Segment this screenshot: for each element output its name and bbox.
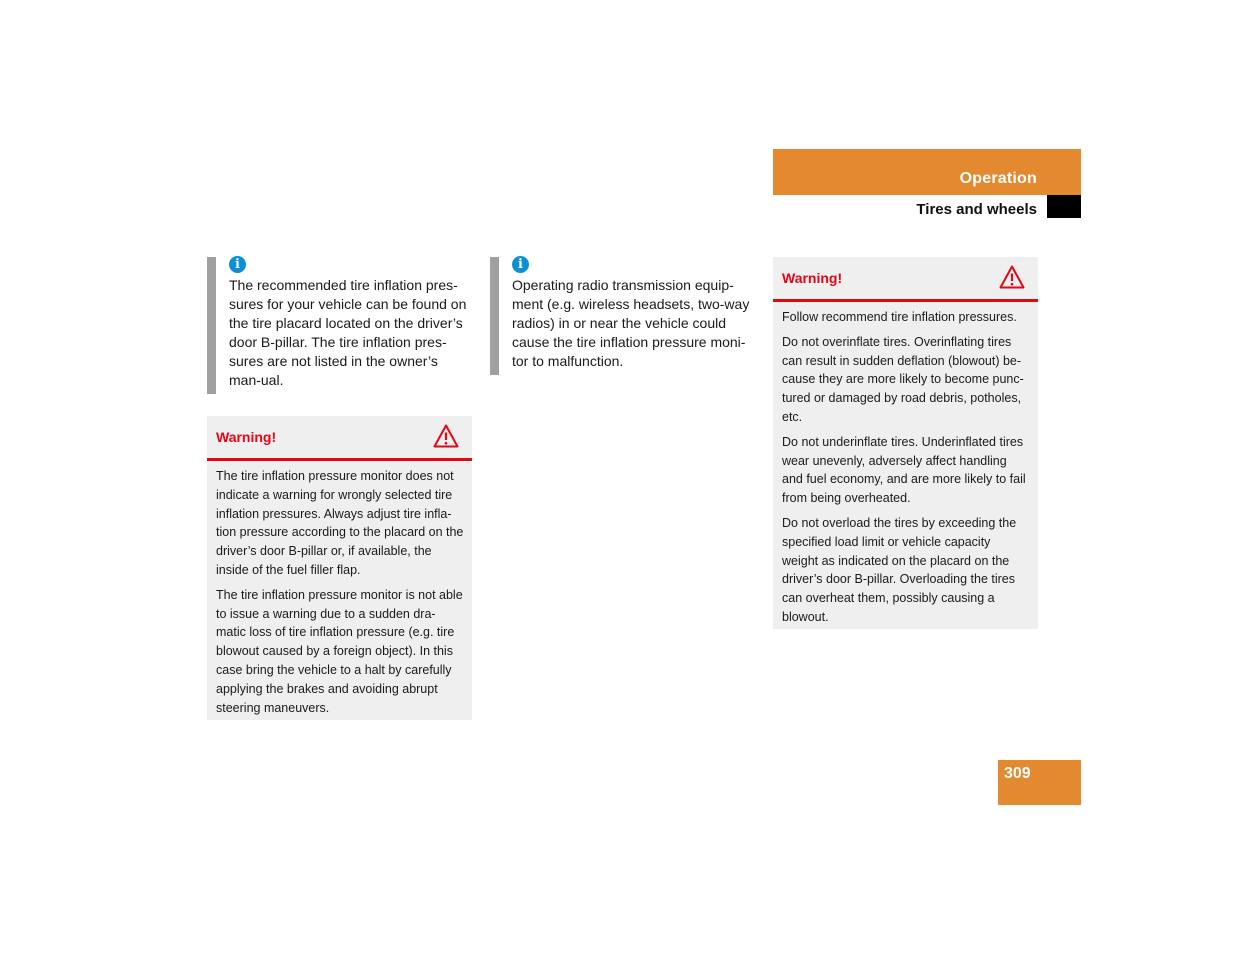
info-note-tire-placard: [207, 257, 472, 394]
warning-box-inflation-load: [773, 257, 1038, 629]
warning-paragraph: The tire inflation pressure monitor does not indicate a warning for wrongly selected tire inflation pressures. Always adjust tire infla-tion pressure according to the placard on the driver’s door B-pillar or, if available, the inside of the fuel filler flap.: [216, 469, 464, 577]
section-title: Operation: [959, 170, 1037, 187]
warning-body: [773, 302, 1038, 639]
warning-paragraph: The tire inflation pressure monitor is not able to issue a warning due to a sudden dra-matic loss of tire inflation pressure (e.g. tire blowout caused by a foreign object). In this case bring the vehicle to a halt by carefully applying the brakes and avoiding abrupt steering maneuvers.: [216, 587, 463, 715]
info-note-radio-interference: [490, 257, 755, 375]
warning-body: [207, 461, 472, 729]
info-icon: i: [229, 256, 246, 273]
warning-paragraph: Do not underinflate tires. Underinflated tires wear unevenly, adversely affect handling and fuel economy, and are more likely to fail from being overheated.: [782, 434, 1026, 506]
info-icon: i: [512, 256, 529, 273]
page-number-box: [998, 760, 1081, 805]
warning-paragraph: Follow recommend tire inflation pressures.: [782, 310, 1017, 324]
warning-header: [773, 257, 1038, 302]
section-tab-marker: [1047, 195, 1081, 218]
warning-triangle-icon: [433, 424, 459, 448]
page-number: 309: [1004, 765, 1031, 782]
warning-label: Warning!: [782, 270, 843, 286]
subsection-title: Tires and wheels: [916, 201, 1037, 218]
warning-paragraph: Do not overinflate tires. Overinflating tires can result in sudden deflation (blowout) be-cause they are more likely to become punc-tured or damaged by road debris, potholes, etc.: [782, 334, 1024, 424]
info-note-text: Operating radio transmission equip-ment (e.g. wireless headsets, two-way radios) in or near the vehicle could cause the tire inflation pressure moni-tor to malfunction.: [512, 277, 750, 369]
warning-label: Warning!: [216, 429, 277, 445]
warning-paragraph: Do not overload the tires by exceeding the specified load limit or vehicle capacity weight as indicated on the placard on the driver’s door B-pillar. Overloading the tires can overheat them, possibly causing a blowout.: [782, 515, 1017, 624]
info-note-text: The recommended tire inflation pres-sures for your vehicle can be found on the tire placard located on the driver’s door B-pillar. The tire inflation pres-sures are not listed in the owner’s man-ual.: [229, 277, 467, 388]
warning-header: [207, 416, 472, 461]
warning-box-monitor-limitations: [207, 416, 472, 720]
warning-triangle-icon: [999, 265, 1025, 289]
